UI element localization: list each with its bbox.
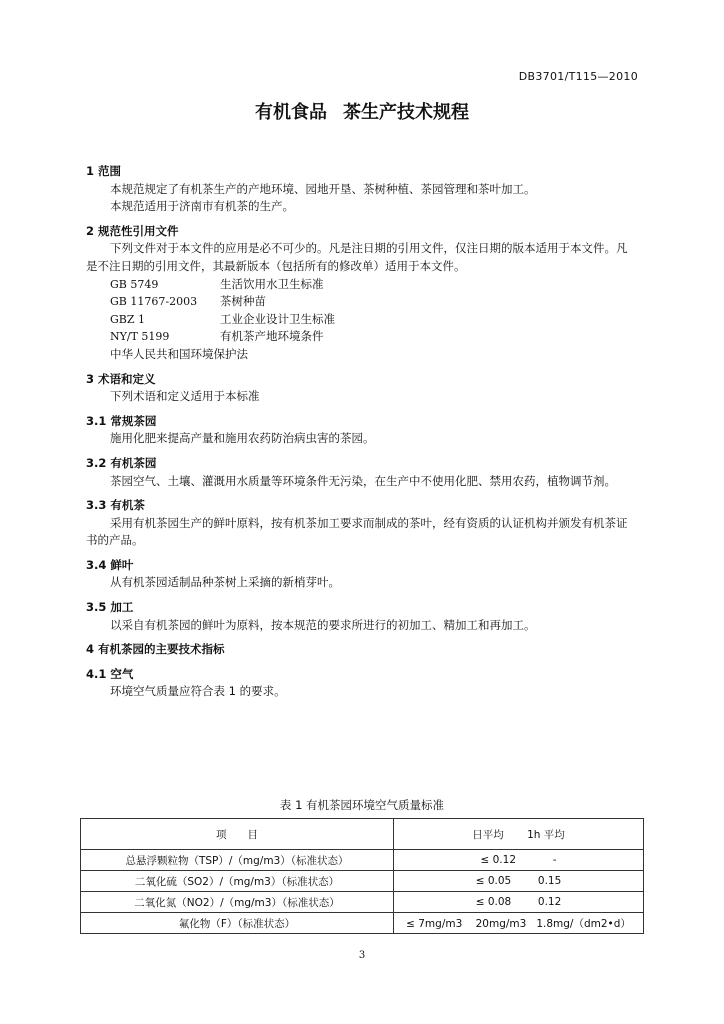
row-values: ≤ 7mg/m3 20mg/m3 1.8mg/（dm2•d）	[394, 913, 644, 934]
row-item: 二氧化氮（NO2）/（mg/m3）（标准状态）	[81, 892, 394, 913]
subsection-4-1-text: 环境空气质量应符合表 1 的要求。	[110, 684, 286, 699]
section-2-heading: 2 规范性引用文件	[86, 223, 179, 238]
table-row	[81, 871, 644, 892]
section-1-paragraph-2: 本规范适用于济南市有机茶的生产。	[110, 199, 294, 214]
reference-code: GB 5749	[110, 277, 159, 291]
term-definition: 施用化肥来提高产量和施用农药防治病虫害的茶园。	[110, 431, 375, 446]
section-1-heading: 1 范围	[86, 164, 122, 178]
row-daily: ≤ 0.08	[475, 896, 512, 908]
table-row	[81, 892, 644, 913]
term-heading: 3.4 鲜叶	[86, 557, 134, 572]
reference-name: 生活饮用水卫生标准	[220, 276, 324, 291]
reference-name: 有机茶产地环境条件	[220, 329, 324, 344]
row-hourly: 0.15	[537, 875, 562, 887]
reference-code: NY/T 5199	[110, 330, 170, 344]
row-values	[394, 892, 644, 913]
document-title	[0, 98, 724, 124]
header-averages	[394, 819, 644, 850]
table-row	[81, 913, 644, 934]
header-daily: 日平均	[472, 828, 504, 841]
row-daily: ≤ 0.05	[475, 875, 512, 887]
term-definition: 以采自有机茶园的鲜叶为原料，按本规范的要求所进行的初加工、精加工和再加工。	[110, 617, 536, 632]
reference-name: 工业企业设计卫生标准	[220, 311, 335, 326]
row-item: 二氧化硫（SO2）/（mg/m3）（标准状态）	[81, 871, 394, 892]
title-part-a: 有机食品	[255, 102, 327, 123]
reference-name: 茶树种苗	[220, 294, 266, 309]
header-hourly: 1h 平均	[527, 828, 565, 841]
row-values	[394, 850, 644, 871]
reference-code: GB 11767-2003	[110, 295, 198, 309]
section-3-intro: 下列术语和定义适用于本标准	[110, 389, 260, 404]
table-header-row	[81, 819, 644, 850]
section-2-intro: 下列文件对于本文件的应用是必不可少的。凡是注日期的引用文件，仅注日期的版本适用于本文件。凡是不注日期的引用文件，其最新版本（包括所有的修改单）适用于本文件。	[86, 241, 628, 273]
reference-item	[86, 293, 638, 311]
document-number: DB3701/T115—2010	[518, 70, 638, 83]
term-heading: 3.1 常规茶园	[86, 413, 157, 428]
row-daily: ≤ 0.12	[480, 854, 516, 866]
term-heading: 3.2 有机茶园	[86, 455, 157, 470]
table-row	[81, 850, 644, 871]
term-definition: 采用有机茶园生产的鲜叶原料，按有机茶加工要求而制成的茶叶，经有资质的认证机构并颁发有机茶证书的产品。	[86, 515, 628, 548]
reference-item	[86, 328, 638, 346]
term-heading: 3.3 有机茶	[86, 498, 145, 513]
reference-code: GBZ 1	[110, 312, 146, 326]
term-definition: 从有机茶园适制品种茶树上采摘的新梢芽叶。	[110, 575, 340, 590]
row-item: 总悬浮颗粒物（TSP）/（mg/m3）（标准状态）	[81, 850, 394, 871]
reference-law: 中华人民共和国环境保护法	[110, 346, 248, 361]
reference-item	[86, 311, 638, 329]
subsection-4-1-heading: 4.1 空气	[86, 666, 134, 681]
row-values	[394, 871, 644, 892]
section-4-heading: 4 有机茶园的主要技术指标	[86, 642, 225, 657]
header-item: 项 目	[81, 819, 394, 850]
row-item: 氟化物（F）（标准状态）	[81, 913, 394, 934]
table-caption: 表 1 有机茶园环境空气质量标准	[279, 798, 445, 812]
reference-item	[86, 276, 638, 294]
term-heading: 3.5 加工	[86, 600, 134, 615]
section-3-heading: 3 术语和定义	[86, 371, 156, 386]
document-body	[86, 163, 638, 701]
term-definition: 茶园空气、土壤、灌溉用水质量等环境条件无污染，在生产中不使用化肥、禁用农药，植物调节剂。	[110, 473, 616, 488]
title-part-b: 茶生产技术规程	[343, 102, 469, 123]
page-number: 3	[358, 950, 366, 961]
section-1-paragraph-1: 本规范规定了有机茶生产的产地环境、园地开垦、茶树种植、茶园管理和茶叶加工。	[110, 181, 536, 196]
row-hourly: -	[552, 854, 557, 866]
air-quality-table	[80, 818, 644, 934]
row-hourly: 0.12	[537, 896, 562, 908]
